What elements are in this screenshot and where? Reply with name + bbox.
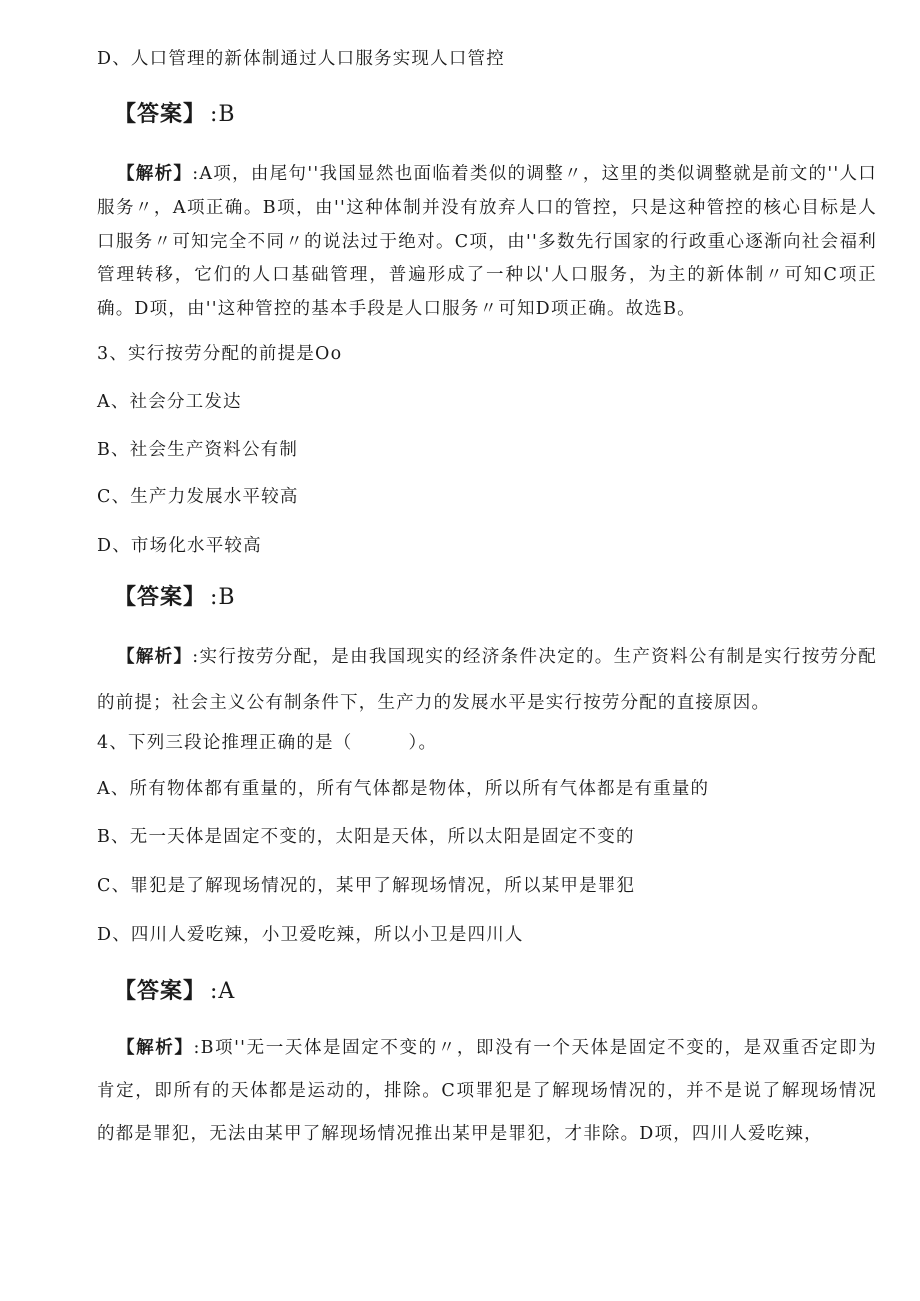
explanation-label: 【解析】	[117, 164, 193, 184]
answer-label: 【答案】	[114, 585, 207, 610]
answer-value: :B	[210, 585, 236, 610]
q4-option-c: C、罪犯是了解现场情况的，某甲了解现场情况，所以某甲是罪犯	[97, 876, 636, 896]
q4-option-b: B、无一天体是固定不变的，太阳是天体，所以太阳是固定不变的	[97, 827, 635, 847]
answer-2	[114, 100, 236, 130]
q3-option-b: B、社会生产资料公有制	[97, 440, 299, 460]
answer-4	[114, 977, 235, 1007]
q4-option-d: D、四川人爱吃辣，小卫爱吃辣，所以小卫是四川人	[97, 925, 524, 945]
q3-stem: 3、实行按劳分配的前提是Oo	[97, 344, 343, 364]
explanation-text: :A项，由尾句''我国显然也面临着类似的调整〃，这里的类似调整就是前文的''人口服务〃，A项正确。B项，由''这种体制并没有放弃人口的管控，只是这种管控的核心目标是人口服务〃可知完全不同〃的说法过于绝对。C项，由''多数先行国家的行政重心逐渐向社会福利管理转移，它们的人口基础管理，普遍形成了一种以'人口服务，为主的新体制〃可知C项正确。D项，由''这种管控的基本手段是人口服务〃可知D项正确。故选B。	[97, 164, 877, 320]
q3-option-a: A、社会分工发达	[97, 392, 242, 412]
q3-option-d: D、市场化水平较高	[97, 536, 262, 556]
explanation-label: 【解析】	[117, 1038, 194, 1058]
q3-option-c: C、生产力发展水平较高	[97, 487, 299, 507]
answer-value: :B	[210, 102, 236, 127]
q2-option-d: D、人口管理的新体制通过人口服务实现人口管控	[97, 49, 505, 69]
answer-label: 【答案】	[114, 979, 207, 1004]
explanation-label: 【解析】	[117, 647, 193, 667]
q4-stem: 4、下列三段论推理正确的是（ ）。	[97, 733, 438, 753]
explanation-4	[97, 1027, 877, 1156]
q4-option-a: A、所有物体都有重量的，所有气体都是物体，所以所有气体都是有重量的	[97, 779, 710, 799]
answer-value: :A	[210, 979, 236, 1004]
explanation-text: :B项''无一天体是固定不变的〃，即没有一个天体是固定不变的，是双重否定即为肯定，即所有的天体都是运动的，排除。C项罪犯是了解现场情况的，并不是说了解现场情况的都是罪犯，无法由某甲了解现场情况推出某甲是罪犯，才非除。D项，四川人爱吃辣，	[97, 1038, 877, 1144]
explanation-2	[97, 158, 877, 327]
explanation-3	[97, 634, 877, 726]
answer-3	[114, 583, 236, 613]
explanation-text: :实行按劳分配，是由我国现实的经济条件决定的。生产资料公有制是实行按劳分配的前提；社会主义公有制条件下，生产力的发展水平是实行按劳分配的直接原因。	[97, 647, 877, 713]
answer-label: 【答案】	[114, 102, 207, 127]
